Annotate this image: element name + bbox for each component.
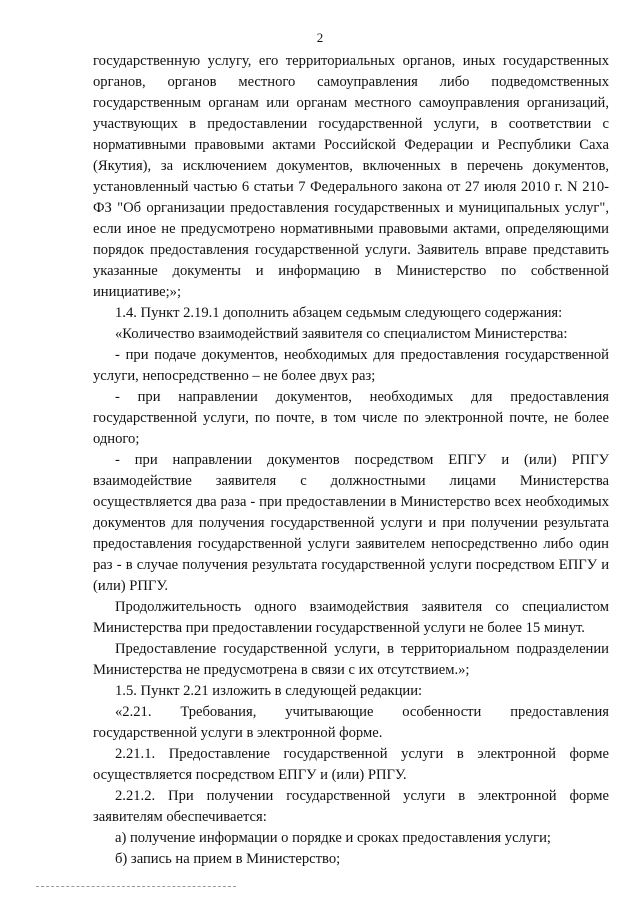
footer-divider xyxy=(36,886,236,887)
paragraph-continuation: государственную услугу, его территориальных органов, иных государственных органов, органов местного самоуправления либо подведомственных государственным органам или органам местного самоуправления организаций, участвующих в предоставлении государственной услуги, в соответствии с нормативными правовыми актами Российской Федерации и Республики Саха (Якутия), за исключением документов, включенных в перечень документов, установленный частью 6 статьи 7 Федерального закона от 27 июля 2010 г. N 210-ФЗ "Об организации предоставления государственных и муниципальных услуг", если иное не предусмотрено нормативными правовыми актами, определяющими порядок предоставления государственной услуги. Заявитель вправе представить указанные документы и информацию в Министерство по собственной инициативе;»; xyxy=(93,53,609,300)
list-item-direct: - при подаче документов, необходимых для предоставления государственной услуги, непосредственно – не более двух раз; xyxy=(93,347,609,384)
list-item-portal: - при направлении документов посредством ЕПГУ и (или) РПГУ взаимодействие заявителя с должностными лицами Министерства осуществляется два раза - при предоставлении в Министерство всех необходимых документов для получения государственной услуги и при получении результата предоставления государственной услуги заявителем непосредственно либо один раз - в случае получения результата государственной услуги посредством ЕПГУ и (или) РПГУ. xyxy=(93,452,609,594)
paragraph-2-21-2: 2.21.2. При получении государственной услуги в электронной форме заявителям обеспечивается: xyxy=(93,788,609,825)
paragraph-item-1-4: 1.4. Пункт 2.19.1 дополнить абзацем седьмым следующего содержания: xyxy=(115,305,563,321)
paragraph-quote-start: «Количество взаимодействий заявителя со специалистом Министерства: xyxy=(115,326,568,342)
list-item-a: а) получение информации о порядке и сроках предоставления услуги; xyxy=(115,830,551,846)
page-number: 2 xyxy=(316,30,324,45)
list-item-b: б) запись на прием в Министерство; xyxy=(115,851,341,867)
document-body xyxy=(93,51,609,870)
paragraph-territorial: Предоставление государственной услуги, в территориальном подразделении Министерства не предусмотрена в связи с их отсутствием.»; xyxy=(93,641,609,678)
paragraph-2-21: «2.21. Требования, учитывающие особенности предоставления государственной услуги в электронной форме. xyxy=(93,704,609,741)
list-item-mail: - при направлении документов, необходимых для предоставления государственной услуги, по почте, в том числе по электронной почте, не более одного; xyxy=(93,389,609,447)
paragraph-2-21-1: 2.21.1. Предоставление государственной услуги в электронной форме осуществляется посредством ЕПГУ и (или) РПГУ. xyxy=(93,746,609,783)
paragraph-item-1-5: 1.5. Пункт 2.21 изложить в следующей редакции: xyxy=(115,683,423,699)
paragraph-duration: Продолжительность одного взаимодействия заявителя со специалистом Министерства при предоставлении государственной услуги не более 15 минут. xyxy=(93,599,609,636)
